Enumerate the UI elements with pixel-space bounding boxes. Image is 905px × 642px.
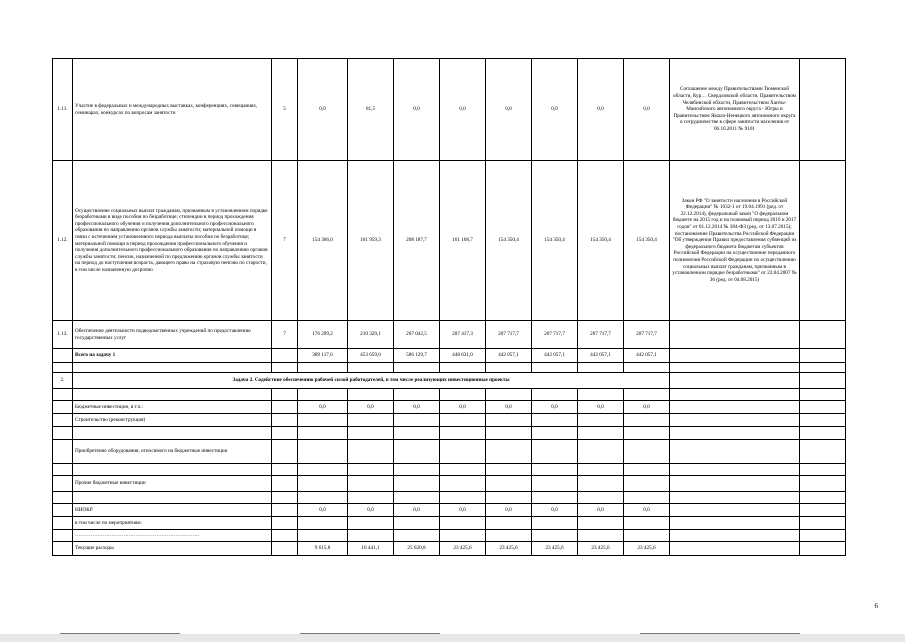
value-cell: 161 959,3 — [348, 161, 394, 321]
table-row — [53, 59, 846, 161]
value-cell: 25 620,8 — [394, 542, 440, 556]
value-cell — [394, 492, 440, 504]
table-row — [53, 161, 846, 321]
legal-basis: Закон РФ "О занятости населения в Российской Федерации" № 1032-1 от 19.04.1991 (ред. от 22.12.2014), федеральный закон "О федеральном бюджете на 2015 год и на плановый период 2016 и 2017 годов" от 01.12.2014 № 384-ФЗ (ред. от 13.07.2015); постановление Правительства Российской Федерации "Об утверждении Правил предоставления субвенций из федерального бюджета бюджетам субъектов Российской Федерации на осуществление переданного полномочия Российской Федерации по осуществлению социальных выплат гражданам, признанным в установленном порядке безработными" от 22.04.2007 № 36 (ред. от 04.08.2015) — [670, 161, 800, 321]
empty-cell — [670, 440, 800, 464]
value-cell — [440, 427, 486, 440]
table-row — [53, 492, 846, 504]
value-cell: 0,0 — [440, 401, 486, 414]
value-cell — [578, 492, 624, 504]
empty-cell — [73, 363, 272, 373]
value-cell — [298, 440, 348, 464]
empty-cell — [578, 389, 624, 401]
empty-cell — [800, 59, 846, 161]
value-cell — [348, 476, 394, 492]
empty-cell — [272, 349, 298, 363]
empty-cell — [670, 389, 800, 401]
value-cell — [486, 517, 532, 530]
activity-name: Участие в федеральных и международных выставках, конференциях, совещаниях, семинарах, конкурсах по вопросам занятости — [73, 59, 272, 161]
table-row — [53, 401, 846, 414]
table-row — [53, 414, 846, 427]
empty-cell — [800, 389, 846, 401]
empty-cell — [272, 414, 298, 427]
item-name: ……………………………………………………………… — [73, 530, 272, 542]
empty-cell — [800, 414, 846, 427]
empty-cell — [486, 389, 532, 401]
item-name: Текущие расходы — [73, 542, 272, 556]
empty-cell — [670, 530, 800, 542]
empty-cell — [272, 530, 298, 542]
empty-cell — [272, 542, 298, 556]
empty-cell — [800, 530, 846, 542]
empty-cell — [670, 542, 800, 556]
table-row — [53, 321, 846, 349]
empty-cell — [272, 492, 298, 504]
value-cell — [486, 476, 532, 492]
table-row — [53, 504, 846, 517]
total-value: 453 659,0 — [348, 349, 394, 363]
value-cell: 0,0 — [486, 59, 532, 161]
item-name: НИОКР — [73, 504, 272, 517]
empty-cell — [272, 440, 298, 464]
value-cell — [440, 464, 486, 476]
value-cell — [348, 440, 394, 464]
value-cell — [486, 440, 532, 464]
value-cell: 0,0 — [532, 59, 578, 161]
value-cell — [624, 414, 670, 427]
empty-cell — [486, 363, 532, 373]
empty-cell — [53, 401, 73, 414]
value-cell: 154 350,4 — [624, 161, 670, 321]
item-name: Строительство (реконструкция) — [73, 414, 272, 427]
total-value: 448 631,0 — [440, 349, 486, 363]
value-cell: 0,0 — [578, 504, 624, 517]
value-cell — [348, 464, 394, 476]
value-cell — [532, 476, 578, 492]
value-cell — [624, 517, 670, 530]
empty-cell — [272, 476, 298, 492]
empty-cell — [272, 427, 298, 440]
empty-cell — [670, 464, 800, 476]
table-row — [53, 517, 846, 530]
empty-cell — [800, 504, 846, 517]
value-cell — [624, 476, 670, 492]
program-table — [52, 58, 846, 556]
task-title: Задача 2. Содействие обеспечению рабочей силой работодателей, в том числе реализующих инвестиционные проекты — [73, 373, 670, 389]
value-cell — [394, 530, 440, 542]
scan-edge — [0, 634, 905, 642]
row-number: 1.13. — [53, 321, 73, 349]
empty-cell — [440, 363, 486, 373]
empty-cell — [800, 373, 846, 389]
value-cell — [394, 476, 440, 492]
value-cell — [486, 492, 532, 504]
value-cell: 0,0 — [624, 504, 670, 517]
activity-name: Обеспечение деятельности подведомственных учреждений по предоставлению государственных услуг — [73, 321, 272, 349]
scan-edge-mark — [300, 633, 440, 634]
total-value: 442 057,1 — [532, 349, 578, 363]
value-cell — [298, 476, 348, 492]
value-cell — [348, 492, 394, 504]
empty-cell — [670, 517, 800, 530]
value-cell — [624, 427, 670, 440]
empty-cell — [53, 349, 73, 363]
empty-cell — [800, 427, 846, 440]
value-cell — [394, 414, 440, 427]
empty-cell — [624, 363, 670, 373]
empty-cell — [800, 476, 846, 492]
value-cell: 0,0 — [298, 504, 348, 517]
item-name — [73, 492, 272, 504]
value-cell: 161 168,7 — [440, 161, 486, 321]
empty-cell — [53, 440, 73, 464]
empty-cell — [670, 414, 800, 427]
table-row — [53, 440, 846, 464]
value-cell — [624, 464, 670, 476]
value-cell — [578, 427, 624, 440]
value-cell: 0,0 — [440, 59, 486, 161]
empty-cell — [298, 389, 348, 401]
value-cell — [348, 517, 394, 530]
total-value: 442 057,1 — [578, 349, 624, 363]
item-name: Бюджетные инвестиции, в т.ч.: — [73, 401, 272, 414]
value-cell: 23 425,6 — [440, 542, 486, 556]
empty-cell — [348, 363, 394, 373]
value-cell — [348, 427, 394, 440]
empty-cell — [53, 389, 73, 401]
value-cell — [394, 517, 440, 530]
value-cell: 207 417,3 — [440, 321, 486, 349]
empty-cell — [800, 464, 846, 476]
task-number: 2. — [53, 373, 73, 389]
value-cell: 0,0 — [298, 59, 348, 161]
empty-cell — [670, 476, 800, 492]
value-cell — [532, 464, 578, 476]
value-cell — [486, 427, 532, 440]
value-cell — [298, 464, 348, 476]
empty-cell — [272, 464, 298, 476]
empty-cell — [670, 427, 800, 440]
total-value: 442 057,1 — [486, 349, 532, 363]
empty-cell — [800, 492, 846, 504]
empty-cell — [272, 363, 298, 373]
code-cell: 7 — [272, 161, 298, 321]
value-cell — [348, 414, 394, 427]
value-cell: 0,0 — [532, 504, 578, 517]
value-cell — [532, 517, 578, 530]
empty-cell — [670, 363, 800, 373]
empty-cell — [53, 504, 73, 517]
value-cell: 23 425,6 — [624, 542, 670, 556]
value-cell — [578, 517, 624, 530]
legal-basis: Соглашение между Правительствами Тюменской области, Кур… Свердловской области, Правительством Челябинской области, Правительством Ханты-Мансийского автономного округа - Югры и Правительством Ямало-Ненецкого автономного округа о сотрудничестве в сфере занятости населения от 06.10.2011 № 9101 — [670, 59, 800, 161]
value-cell — [440, 476, 486, 492]
value-cell: 0,0 — [440, 504, 486, 517]
empty-cell — [53, 530, 73, 542]
value-cell — [440, 530, 486, 542]
value-cell — [624, 492, 670, 504]
value-cell — [440, 517, 486, 530]
value-cell — [532, 492, 578, 504]
empty-cell — [440, 389, 486, 401]
value-cell — [578, 476, 624, 492]
empty-cell — [73, 389, 272, 401]
empty-cell — [53, 427, 73, 440]
value-cell — [440, 492, 486, 504]
empty-cell — [670, 492, 800, 504]
total-row — [53, 349, 846, 363]
empty-cell — [53, 476, 73, 492]
value-cell — [578, 414, 624, 427]
value-cell — [440, 414, 486, 427]
value-cell: 0,0 — [394, 59, 440, 161]
value-cell: 0,0 — [578, 401, 624, 414]
empty-cell — [53, 492, 73, 504]
value-cell — [532, 414, 578, 427]
item-name: в том числе по мероприятиям: — [73, 517, 272, 530]
empty-cell — [532, 363, 578, 373]
empty-cell — [394, 363, 440, 373]
total-value: 389 117,6 — [298, 349, 348, 363]
value-cell: 0,0 — [394, 401, 440, 414]
value-cell: 154 350,4 — [486, 161, 532, 321]
total-label: Всего на задачу 1 — [73, 349, 272, 363]
value-cell: 207 717,7 — [624, 321, 670, 349]
empty-cell — [53, 517, 73, 530]
value-cell: 207 717,7 — [532, 321, 578, 349]
value-cell: 0,0 — [532, 401, 578, 414]
item-name: Прочие бюджетные инвестиции — [73, 476, 272, 492]
value-cell — [394, 464, 440, 476]
value-cell: 23 425,6 — [532, 542, 578, 556]
empty-cell — [272, 401, 298, 414]
value-cell: 0,0 — [486, 504, 532, 517]
value-cell — [486, 464, 532, 476]
value-cell: 207 717,7 — [486, 321, 532, 349]
value-cell: 210 329,1 — [348, 321, 394, 349]
value-cell: 0,0 — [578, 59, 624, 161]
value-cell — [298, 530, 348, 542]
value-cell — [348, 530, 394, 542]
item-name: Приобретение оборудования, относимого на бюджетные инвестиции — [73, 440, 272, 464]
value-cell — [624, 530, 670, 542]
value-cell — [578, 440, 624, 464]
empty-cell — [670, 504, 800, 517]
empty-cell — [53, 464, 73, 476]
value-cell: 0,0 — [348, 401, 394, 414]
empty-cell — [800, 363, 846, 373]
empty-cell — [800, 542, 846, 556]
value-cell — [578, 530, 624, 542]
row-number: 1.11. — [53, 59, 73, 161]
table-row — [53, 464, 846, 476]
value-cell — [440, 440, 486, 464]
empty-cell — [53, 414, 73, 427]
value-cell: 16 441,1 — [348, 542, 394, 556]
value-cell: 207 042,5 — [394, 321, 440, 349]
total-value: 586 129,7 — [394, 349, 440, 363]
item-name — [73, 464, 272, 476]
item-name — [73, 427, 272, 440]
value-cell: 0,0 — [624, 401, 670, 414]
empty-cell — [272, 504, 298, 517]
legal-basis — [670, 321, 800, 349]
spacer-row — [53, 389, 846, 401]
value-cell: 0,0 — [348, 504, 394, 517]
value-cell — [624, 440, 670, 464]
value-cell: 176 299,2 — [298, 321, 348, 349]
page-number: 6 — [874, 602, 878, 610]
empty-cell — [578, 363, 624, 373]
value-cell: 154 350,4 — [532, 161, 578, 321]
empty-cell — [800, 517, 846, 530]
value-cell — [486, 414, 532, 427]
table-row — [53, 530, 846, 542]
value-cell: 9 615,8 — [298, 542, 348, 556]
value-cell — [486, 530, 532, 542]
code-cell: 5 — [272, 59, 298, 161]
value-cell: 154 366,0 — [298, 161, 348, 321]
value-cell: 154 350,4 — [578, 161, 624, 321]
empty-cell — [272, 389, 298, 401]
empty-cell — [800, 401, 846, 414]
empty-cell — [800, 161, 846, 321]
empty-cell — [800, 440, 846, 464]
value-cell: 0,0 — [486, 401, 532, 414]
value-cell — [578, 464, 624, 476]
value-cell: 0,0 — [394, 504, 440, 517]
table-row — [53, 427, 846, 440]
empty-cell — [394, 389, 440, 401]
value-cell: 0,0 — [624, 59, 670, 161]
scan-edge-mark — [640, 633, 800, 634]
value-cell — [394, 427, 440, 440]
empty-cell — [532, 389, 578, 401]
scan-edge-mark — [60, 633, 180, 634]
value-cell — [298, 517, 348, 530]
empty-cell — [272, 517, 298, 530]
empty-cell — [53, 542, 73, 556]
empty-cell — [670, 373, 800, 389]
value-cell — [532, 440, 578, 464]
table-row — [53, 542, 846, 556]
value-cell: 207 717,7 — [578, 321, 624, 349]
empty-cell — [298, 363, 348, 373]
activity-name: Осуществление социальных выплат гражданам, признанным в установленном порядке безработными в виде пособия по безработице; стипендии в период прохождения профессионального обучения и получения дополнительного профессионального образования по направлению органов службы занятости; материальной помощи в связи с истечением установленного периода выплаты пособия по безработице; материальной помощи в период прохождения профессионального обучения и получения дополнительного профессионального образования по направлению органов службы занятости; пенсии, назначенной по предложению органов службы занятости на период до наступления возраста, дающего право на страховую пенсию по старости, в том числе назначенную досрочно — [73, 161, 272, 321]
value-cell — [298, 414, 348, 427]
value-cell: 23 425,6 — [486, 542, 532, 556]
empty-cell — [53, 363, 73, 373]
value-cell: 81,5 — [348, 59, 394, 161]
empty-cell — [624, 389, 670, 401]
value-cell — [394, 440, 440, 464]
task-row — [53, 373, 846, 389]
empty-cell — [800, 321, 846, 349]
value-cell: 23 425,6 — [578, 542, 624, 556]
value-cell — [298, 492, 348, 504]
value-cell: 208 187,7 — [394, 161, 440, 321]
value-cell: 0,0 — [298, 401, 348, 414]
empty-cell — [800, 349, 846, 363]
value-cell — [532, 427, 578, 440]
table-row — [53, 476, 846, 492]
total-value: 442 057,1 — [624, 349, 670, 363]
empty-cell — [670, 401, 800, 414]
empty-cell — [348, 389, 394, 401]
spacer-row — [53, 363, 846, 373]
value-cell — [298, 427, 348, 440]
code-cell: 7 — [272, 321, 298, 349]
empty-cell — [670, 349, 800, 363]
value-cell — [532, 530, 578, 542]
row-number: 1.12. — [53, 161, 73, 321]
